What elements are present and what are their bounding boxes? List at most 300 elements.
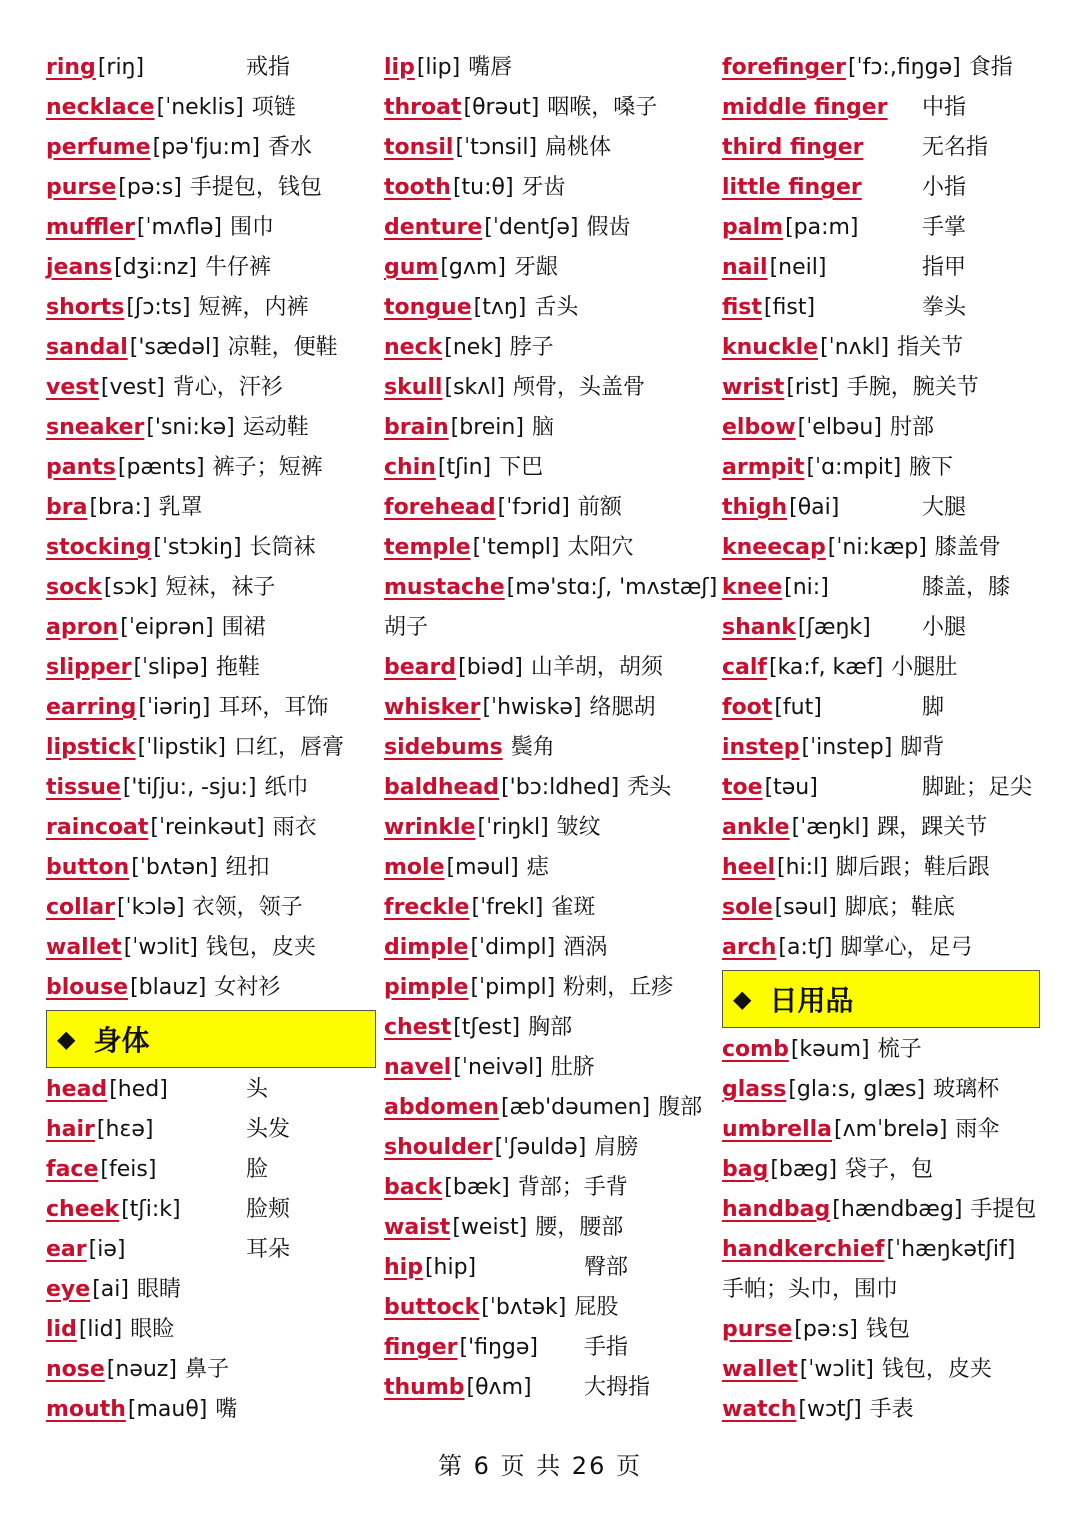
entry-translation: 钱包 — [865, 1317, 910, 1342]
entry-word: beard — [384, 655, 457, 680]
entry-translation: 梳子 — [877, 1037, 922, 1062]
entry-word: hair — [46, 1117, 95, 1142]
entry-translation: 腰，腰部 — [535, 1215, 624, 1240]
vocab-entry — [46, 1310, 376, 1350]
entry-word: tonsil — [384, 135, 454, 160]
entry-translation: 背心，汗衫 — [172, 375, 283, 400]
entry-phonetic: [tʃest] — [453, 1015, 521, 1040]
vocab-entry — [384, 568, 718, 608]
entry-phonetic: [ˈelbəu] — [797, 415, 882, 440]
entry-word: nail — [722, 255, 768, 280]
vocab-entry — [384, 1248, 714, 1288]
entry-translation: 头发 — [246, 1117, 291, 1142]
entry-translation: 肚脐 — [550, 1055, 595, 1080]
entry-translation: 手掌 — [922, 215, 967, 240]
entry-translation: 雀斑 — [551, 895, 596, 920]
entry-phonetic: [nek] — [444, 335, 502, 360]
vocab-entry — [384, 168, 714, 208]
entry-translation: 前额 — [577, 495, 622, 520]
vocab-entry — [384, 48, 714, 88]
entry-word: pimple — [384, 975, 469, 1000]
entry-translation: 脚后跟；鞋后跟 — [835, 855, 990, 880]
entry-translation: 臀部 — [584, 1255, 629, 1280]
entry-phonetic: [ˈfɔ:,fiŋgə] — [847, 55, 961, 80]
entry-word: bra — [46, 495, 88, 520]
entry-phonetic: [ˈkɔlə] — [116, 895, 185, 920]
entry-translation: 女衬衫 — [214, 975, 281, 1000]
entry-phonetic: [ˈstɔkiŋ] — [153, 535, 242, 560]
entry-word: toe — [722, 775, 763, 800]
vocab-entry — [46, 568, 376, 608]
entry-word: little finger — [722, 175, 862, 200]
entry-phonetic: ['sni:kə] — [146, 415, 235, 440]
entry-translation: 脚趾；足尖 — [922, 775, 1033, 800]
vocab-entry — [384, 1088, 714, 1128]
entry-phonetic: ['fiŋgə] — [459, 1335, 539, 1360]
vocab-entry — [722, 448, 1040, 488]
entry-translation: 香水 — [267, 135, 312, 160]
vocab-entry — [46, 1390, 376, 1430]
vocab-entry — [722, 1070, 1040, 1110]
entry-phonetic: [bæk] — [444, 1175, 510, 1200]
entry-translation: 钱包，皮夹 — [881, 1357, 992, 1382]
vocab-entry — [384, 248, 714, 288]
entry-translation: 脚掌心，足弓 — [840, 935, 973, 960]
entry-phonetic: [ˈhwiskə] — [482, 695, 582, 720]
entry-word: wrinkle — [384, 815, 476, 840]
entry-phonetic: [ˈhæŋkətʃif] — [886, 1237, 1016, 1262]
entry-phonetic: [rist] — [786, 375, 839, 400]
entry-phonetic: [fist] — [763, 295, 816, 320]
entry-word: thumb — [384, 1375, 465, 1400]
entry-translation: 小腿肚 — [891, 655, 958, 680]
entry-word: watch — [722, 1397, 797, 1422]
entry-phonetic: [hip] — [424, 1255, 477, 1280]
vocab-entry — [384, 928, 714, 968]
vocab-entry — [46, 968, 376, 1008]
vocab-entry — [384, 1328, 714, 1368]
entry-phonetic: [brein] — [450, 415, 524, 440]
entry-translation: 眼睑 — [130, 1317, 175, 1342]
entry-word: knuckle — [722, 335, 819, 360]
vocab-entry — [384, 488, 714, 528]
vocab-entry — [722, 328, 1040, 368]
entry-phonetic: [iə] — [88, 1237, 126, 1262]
vocab-entry — [384, 648, 714, 688]
entry-translation: 无名指 — [922, 135, 989, 160]
entry-translation: 衣领，领子 — [192, 895, 303, 920]
entry-translation: 屁股 — [574, 1295, 619, 1320]
entry-phonetic: [ˈbʌtək] — [481, 1295, 567, 1320]
vocab-entry — [384, 608, 714, 648]
section-header — [722, 970, 1040, 1028]
entry-word: heel — [722, 855, 776, 880]
entry-translation: 踝，踝关节 — [877, 815, 988, 840]
entry-translation: 运动鞋 — [242, 415, 309, 440]
entry-word: baldhead — [384, 775, 500, 800]
vocab-entry — [384, 688, 714, 728]
entry-phonetic: [bra:] — [89, 495, 151, 520]
entry-word: freckle — [384, 895, 470, 920]
entry-word: armpit — [722, 455, 805, 480]
entry-word: tongue — [384, 295, 472, 320]
entry-word: face — [46, 1157, 99, 1182]
entry-word: umbrella — [722, 1117, 833, 1142]
entry-word: sock — [46, 575, 102, 600]
vocab-entry — [722, 1110, 1040, 1150]
entry-translation: 胸部 — [528, 1015, 573, 1040]
entry-translation: 袋子，包 — [845, 1157, 934, 1182]
entry-translation: 肩膀 — [594, 1135, 639, 1160]
entry-phonetic: [θrəut] — [463, 95, 540, 120]
entry-translation: 耳环，耳饰 — [218, 695, 329, 720]
entry-word: hip — [384, 1255, 423, 1280]
column-3 — [722, 48, 1040, 1430]
entry-translation: 牛仔裤 — [204, 255, 271, 280]
entry-word: stocking — [46, 535, 152, 560]
vocab-entry — [722, 848, 1040, 888]
entry-phonetic: [ˈbʌtən] — [131, 855, 218, 880]
vocab-entry — [46, 248, 376, 288]
entry-phonetic: [hɛə] — [96, 1117, 154, 1142]
entry-translation: 脚 — [922, 695, 945, 720]
entry-phonetic: [tʃin] — [437, 455, 492, 480]
entry-translation: 嘴唇 — [468, 55, 513, 80]
entry-word: denture — [384, 215, 483, 240]
entry-translation: 短裤，内裤 — [198, 295, 309, 320]
entry-phonetic: [ˈni:kæp] — [827, 535, 927, 560]
entry-word: instep — [722, 735, 800, 760]
vocab-entry — [384, 888, 714, 928]
entry-word: throat — [384, 95, 462, 120]
vocab-entry — [384, 288, 714, 328]
vocab-entry — [722, 648, 1040, 688]
entry-translation: 腹部 — [658, 1095, 703, 1120]
entry-phonetic: [mauθ] — [127, 1397, 208, 1422]
entry-phonetic: [θai] — [789, 495, 840, 520]
vocab-entry — [384, 1168, 714, 1208]
vocab-entry — [722, 248, 1040, 288]
entry-word: sole — [722, 895, 773, 920]
vocab-entry — [46, 648, 376, 688]
entry-translation: 牙齿 — [521, 175, 566, 200]
entry-phonetic: [ˈdimpl] — [470, 935, 556, 960]
vocab-entry — [722, 1230, 1040, 1270]
entry-phonetic: [fut] — [774, 695, 822, 720]
entry-word: tissue — [46, 775, 121, 800]
entry-translation: 围裙 — [221, 615, 266, 640]
entry-translation: 手表 — [869, 1397, 914, 1422]
entry-word: buttock — [384, 1295, 480, 1320]
entry-translation: 钱包，皮夹 — [205, 935, 316, 960]
vocab-entry — [722, 1310, 1040, 1350]
entry-translation: 耳朵 — [246, 1237, 291, 1262]
vocab-entry — [722, 128, 1040, 168]
entry-translation: 秃头 — [627, 775, 672, 800]
entry-phonetic: [ˈpimpl] — [470, 975, 556, 1000]
vocab-entry — [46, 1110, 376, 1150]
entry-phonetic: [ˈfɔrid] — [497, 495, 570, 520]
entry-word: handbag — [722, 1197, 831, 1222]
vocab-entry — [722, 288, 1040, 328]
vocab-entry — [722, 808, 1040, 848]
entry-translation: 膝盖骨 — [934, 535, 1001, 560]
entry-phonetic: [θʌm] — [466, 1375, 532, 1400]
entry-phonetic: [ˈlipstik] — [137, 735, 226, 760]
entry-translation: 手提包 — [970, 1197, 1037, 1222]
entry-word: finger — [384, 1335, 458, 1360]
entry-word: waist — [384, 1215, 451, 1240]
entry-phonetic: [gʌm] — [440, 255, 506, 280]
entry-phonetic: [ˈnʌkl] — [820, 335, 890, 360]
entry-phonetic: [wɔtʃ] — [798, 1397, 862, 1422]
vocab-entry — [722, 168, 1040, 208]
entry-translation: 食指 — [968, 55, 1013, 80]
entry-word: wrist — [722, 375, 785, 400]
entry-word: ring — [46, 55, 96, 80]
entry-phonetic: [ˈtɔnsil] — [455, 135, 538, 160]
column-1 — [46, 48, 376, 1430]
entry-translation: 指甲 — [922, 255, 967, 280]
entry-phonetic: [ˈwɔlit] — [123, 935, 198, 960]
entry-word: glass — [722, 1077, 787, 1102]
section-title: 身体 — [93, 1024, 150, 1057]
vocab-entry — [722, 1030, 1040, 1070]
section-title: 日用品 — [769, 984, 854, 1017]
vocab-entry — [722, 1190, 1040, 1230]
entry-word: eye — [46, 1277, 91, 1302]
entry-word: knee — [722, 575, 783, 600]
vocab-entry — [384, 328, 714, 368]
entry-phonetic: [ˈeiprən] — [120, 615, 214, 640]
entry-translation: 脸颊 — [246, 1197, 291, 1222]
entry-phonetic: [lid] — [78, 1317, 123, 1342]
vocab-entry — [722, 88, 1040, 128]
vocab-entry — [46, 448, 376, 488]
column-2 — [384, 48, 718, 1408]
entry-word: nose — [46, 1357, 105, 1382]
entry-translation: 脸 — [246, 1157, 269, 1182]
entry-phonetic: [mə'stɑ:ʃ, 'mʌstæʃ] — [506, 575, 718, 600]
entry-phonetic: [feis] — [100, 1157, 157, 1182]
entry-phonetic: [æb'dəumen] — [500, 1095, 651, 1120]
entry-translation: 背部；手背 — [517, 1175, 628, 1200]
entry-word: ankle — [722, 815, 790, 840]
entry-translation: 肘部 — [889, 415, 934, 440]
entry-word: mustache — [384, 575, 505, 600]
entry-phonetic: [təu] — [764, 775, 818, 800]
entry-translation: 玻璃杯 — [933, 1077, 1000, 1102]
entry-word: bag — [722, 1157, 769, 1182]
vocab-entry — [722, 928, 1040, 968]
vocab-entry — [722, 728, 1040, 768]
vocab-entry — [722, 208, 1040, 248]
entry-phonetic: [ˈwɔlit] — [799, 1357, 874, 1382]
vocab-entry — [46, 328, 376, 368]
entry-word: thigh — [722, 495, 788, 520]
entry-phonetic: [ˈneklis] — [156, 95, 244, 120]
entry-phonetic: [weist] — [452, 1215, 528, 1240]
entry-word: brain — [384, 415, 449, 440]
entry-phonetic: [biəd] — [458, 655, 523, 680]
entry-phonetic: [pəˈfju:m] — [152, 135, 260, 160]
entry-translation: 假齿 — [586, 215, 631, 240]
entry-word: slipper — [46, 655, 132, 680]
entry-word: middle finger — [722, 95, 888, 120]
entry-phonetic: [səul] — [774, 895, 837, 920]
entry-translation: 咽喉，嗓子 — [547, 95, 658, 120]
entry-translation: 鬓角 — [510, 735, 555, 760]
entry-word: sidebums — [384, 735, 503, 760]
entry-word: perfume — [46, 135, 151, 160]
entry-translation: 扁桃体 — [545, 135, 612, 160]
entry-word: palm — [722, 215, 784, 240]
entry-translation: 大拇指 — [584, 1375, 651, 1400]
entry-translation: 胡子 — [384, 615, 429, 640]
vocab-entry — [722, 1350, 1040, 1390]
vocab-entry — [722, 768, 1040, 808]
entry-word: arch — [722, 935, 777, 960]
entry-translation: 拖鞋 — [215, 655, 260, 680]
entry-word: forefinger — [722, 55, 846, 80]
entry-phonetic: [ai] — [92, 1277, 129, 1302]
entry-translation: 凉鞋，便鞋 — [227, 335, 338, 360]
entry-translation: 项链 — [251, 95, 296, 120]
vocab-entry — [384, 1008, 714, 1048]
vocab-entry — [46, 768, 376, 808]
entry-word: navel — [384, 1055, 452, 1080]
entry-word: cheek — [46, 1197, 120, 1222]
entry-translation: 手提包，钱包 — [189, 175, 322, 200]
entry-word: back — [384, 1175, 443, 1200]
entry-translation: 脖子 — [509, 335, 554, 360]
entry-translation: 鼻子 — [184, 1357, 229, 1382]
entry-phonetic: [pə:s] — [118, 175, 182, 200]
entry-word: forehead — [384, 495, 496, 520]
vocab-entry — [46, 288, 376, 328]
entry-word: lip — [384, 55, 415, 80]
entry-word: mouth — [46, 1397, 126, 1422]
entry-word: neck — [384, 335, 443, 360]
vocab-entry — [722, 1270, 1040, 1310]
entry-word: earring — [46, 695, 137, 720]
entry-translation: 脚背 — [900, 735, 945, 760]
entry-translation: 雨伞 — [955, 1117, 1000, 1142]
entry-phonetic: [sɔk] — [103, 575, 158, 600]
section-header — [46, 1010, 376, 1068]
entry-word: shank — [722, 615, 796, 640]
vocab-entry — [46, 688, 376, 728]
entry-phonetic: [ka:f, kæf] — [769, 655, 884, 680]
entry-word: calf — [722, 655, 767, 680]
vocab-entry — [46, 608, 376, 648]
entry-translation: 雨衣 — [272, 815, 317, 840]
vocab-entry — [384, 368, 714, 408]
entry-translation: 脚底；鞋底 — [844, 895, 955, 920]
entry-translation: 小指 — [922, 175, 967, 200]
entry-phonetic: [ʃæŋk] — [797, 615, 871, 640]
entry-phonetic: [tʌŋ] — [473, 295, 527, 320]
entry-phonetic: [a:tʃ] — [778, 935, 833, 960]
vocab-entry — [46, 168, 376, 208]
vocab-entry — [46, 88, 376, 128]
vocab-entry — [722, 408, 1040, 448]
vocab-entry — [46, 408, 376, 448]
entry-phonetic: [pə:s] — [794, 1317, 858, 1342]
entry-translation: 中指 — [922, 95, 967, 120]
entry-translation: 舌头 — [534, 295, 579, 320]
entry-word: abdomen — [384, 1095, 499, 1120]
entry-translation: 长筒袜 — [249, 535, 316, 560]
entry-word: shoulder — [384, 1135, 493, 1160]
diamond-icon: ◆ — [57, 1025, 76, 1053]
entry-phonetic: [tʃi:k] — [121, 1197, 181, 1222]
vocab-entry — [722, 488, 1040, 528]
entry-translation: 短袜，袜子 — [165, 575, 276, 600]
entry-translation: 牙龈 — [513, 255, 558, 280]
entry-translation: 眼睛 — [136, 1277, 181, 1302]
entry-word: skull — [384, 375, 443, 400]
entry-phonetic: [kəum] — [790, 1037, 870, 1062]
entry-translation: 纸巾 — [264, 775, 309, 800]
entry-phonetic: [gla:s, glæs] — [788, 1077, 926, 1102]
entry-translation: 纽扣 — [225, 855, 270, 880]
entry-phonetic: [pa:m] — [785, 215, 859, 240]
entry-translation: 嘴 — [215, 1397, 238, 1422]
entry-phonetic: [ˈreinkəut] — [150, 815, 265, 840]
entry-translation: 山羊胡，胡须 — [530, 655, 663, 680]
vocab-entry — [384, 1208, 714, 1248]
entry-phonetic: [ˈmʌflə] — [136, 215, 222, 240]
vocab-entry — [384, 1128, 714, 1168]
entry-translation: 脑 — [531, 415, 554, 440]
entry-phonetic: [ˈɑ:mpit] — [806, 455, 902, 480]
vocab-entry — [722, 888, 1040, 928]
entry-phonetic: [dʒi:nz] — [114, 255, 197, 280]
entry-phonetic: [riŋ] — [97, 55, 145, 80]
entry-word: tooth — [384, 175, 451, 200]
entry-translation: 裤子；短裤 — [212, 455, 323, 480]
entry-word: collar — [46, 895, 115, 920]
entry-phonetic: ['tiʃju:, -sju:] — [122, 775, 257, 800]
entry-word: sandal — [46, 335, 128, 360]
entry-word: kneecap — [722, 535, 826, 560]
vocab-entry — [46, 488, 376, 528]
entry-word: blouse — [46, 975, 129, 1000]
vocab-entry — [384, 848, 714, 888]
vocab-entry — [384, 728, 714, 768]
vocab-entry — [46, 888, 376, 928]
entry-word: necklace — [46, 95, 155, 120]
entry-word: wallet — [46, 935, 122, 960]
entry-word: mole — [384, 855, 445, 880]
vocab-entry — [384, 88, 714, 128]
entry-translation: 手帕；头巾，围巾 — [722, 1277, 899, 1302]
entry-word: fist — [722, 295, 762, 320]
entry-word: third finger — [722, 135, 864, 160]
entry-translation: 手指 — [584, 1335, 629, 1360]
entry-translation: 颅骨，头盖骨 — [512, 375, 645, 400]
entry-phonetic: [hændbæg] — [832, 1197, 963, 1222]
entry-phonetic: [ˈslipə] — [133, 655, 208, 680]
entry-word: wallet — [722, 1357, 798, 1382]
vocab-entry — [722, 1150, 1040, 1190]
entry-phonetic: [ˈtempl] — [472, 535, 560, 560]
vocab-entry — [384, 528, 714, 568]
page-footer: 第 6 页 共 26 页 — [438, 1452, 642, 1480]
entry-phonetic: [məul] — [446, 855, 519, 880]
entry-word: temple — [384, 535, 471, 560]
